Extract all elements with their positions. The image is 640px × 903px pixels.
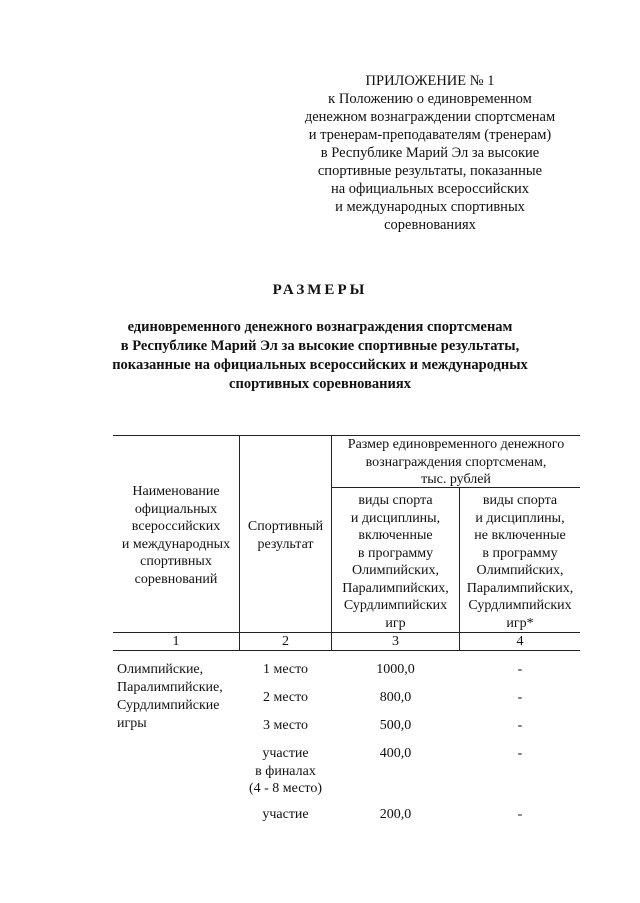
header-competition-name: Наименование официальных всероссийских и международных спортивных соревнований (121, 484, 231, 587)
row-included-value: 1000,0 (376, 662, 415, 677)
row-result: участие в финалах (4 - 8 место) (248, 746, 323, 796)
row-result: 1 место (262, 662, 309, 677)
header-reward-size: Размер единовременного денежного вознаграждения спортсменам, тыс. рублей (347, 437, 565, 487)
row-not-included-value: - (517, 662, 523, 677)
subtitle-line: спортивных соревнованиях (229, 376, 411, 392)
row-included-value: 200,0 (379, 807, 412, 822)
document-subtitle (0, 318, 640, 394)
appendix-line: и тренерам-преподавателям (тренерам) (308, 127, 552, 143)
column-number: 3 (392, 634, 399, 649)
appendix-line: на официальных всероссийских (330, 181, 530, 197)
appendix-line: и международных спортивных (335, 199, 525, 215)
row-included-value: 500,0 (379, 718, 412, 733)
header-sport-result: Спортивный результат (247, 519, 324, 552)
document-title: РАЗМЕРЫ (272, 282, 368, 298)
appendix-heading: ПРИЛОЖЕНИЕ № 1 (365, 73, 495, 89)
row-result: 3 место (262, 718, 309, 733)
appendix-block (300, 72, 560, 234)
header-included-sports: виды спорта и дисциплины, включенные в программу Олимпийских, Паралимпийских, Сурдлимпийских игр (342, 493, 449, 631)
column-number: 1 (172, 634, 180, 649)
column-number: 4 (516, 634, 524, 649)
row-not-included-value: - (517, 807, 523, 822)
row-result: 2 место (262, 690, 309, 705)
subtitle-line: в Республике Марий Эл за высокие спортивные результаты, (120, 338, 520, 354)
appendix-line: к Положению о единовременном (328, 91, 532, 107)
appendix-line: спортивные результаты, показанные (317, 163, 543, 179)
row-not-included-value: - (517, 690, 523, 705)
appendix-line: денежном вознаграждении спортсменам (304, 109, 556, 125)
appendix-line: соревнованиях (384, 217, 476, 233)
row-included-value: 400,0 (379, 746, 412, 761)
competition-name: Олимпийские, Паралимпийские, Сурдлимпийские игры (117, 662, 223, 731)
column-number: 2 (282, 634, 289, 649)
subtitle-line: единовременного денежного вознаграждения спортсменам (127, 319, 513, 335)
row-result: участие (262, 807, 309, 822)
subtitle-line: показанные на официальных всероссийских и международных (112, 357, 528, 373)
appendix-line: в Республике Марий Эл за высокие (320, 145, 540, 161)
row-not-included-value: - (517, 718, 523, 733)
row-included-value: 800,0 (379, 690, 412, 705)
row-not-included-value: - (517, 746, 523, 761)
header-not-included-sports: виды спорта и дисциплины, не включенные в программу Олимпийских, Паралимпийских, Сурдлимпийских игр* (466, 493, 574, 631)
